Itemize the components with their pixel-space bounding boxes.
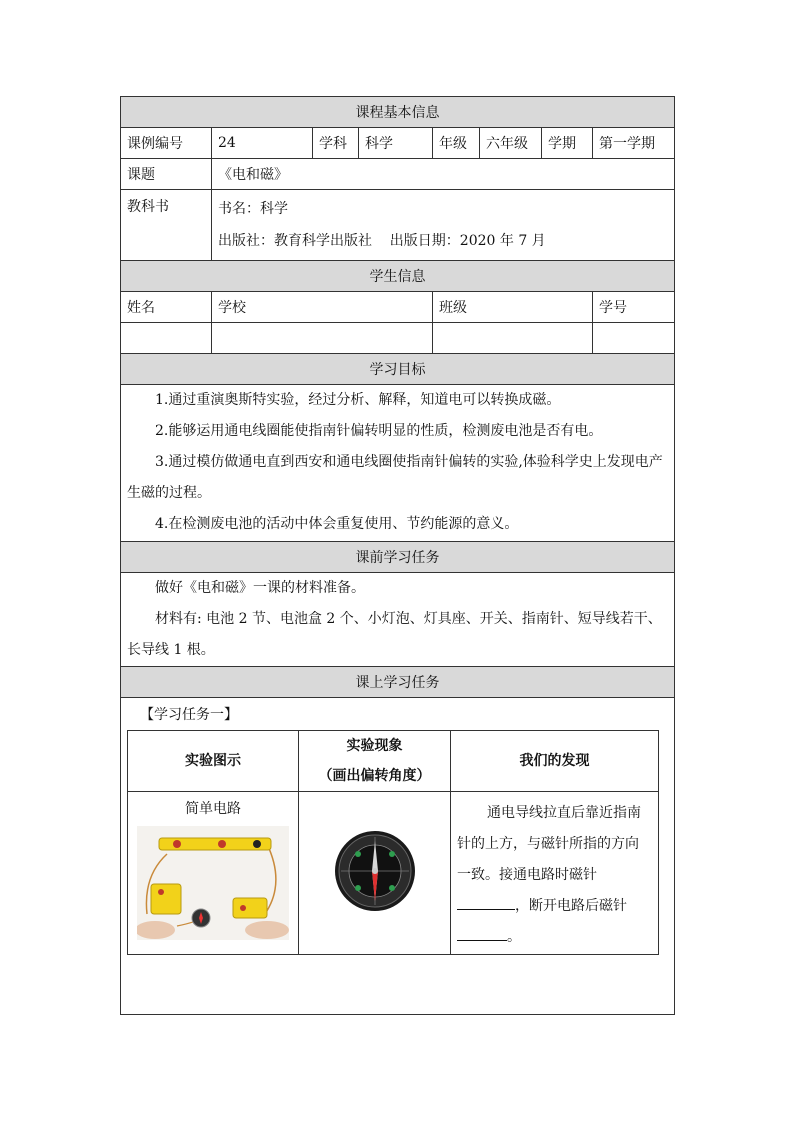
- class-task-header: 课上学习任务: [121, 667, 675, 698]
- answer-blank-2[interactable]: [457, 926, 507, 941]
- class-field[interactable]: [433, 323, 593, 354]
- textbook-label: 教科书: [121, 190, 212, 261]
- class-task-content: [121, 698, 675, 1015]
- subject-value: 科学: [359, 128, 433, 159]
- finding-text-c: 。: [507, 928, 521, 945]
- student-id-field[interactable]: [593, 323, 675, 354]
- phenomenon-cell[interactable]: [299, 792, 451, 955]
- class-label: 班级: [433, 292, 593, 323]
- finding-text-b: ，断开电路后磁针: [515, 897, 627, 914]
- answer-blank-1[interactable]: [457, 895, 515, 910]
- pre-task-item: 做好《电和磁》一课的材料准备。: [155, 580, 365, 596]
- grade-value: 六年级: [480, 128, 542, 159]
- pre-task-content: [121, 573, 675, 667]
- school-label: 学校: [212, 292, 433, 323]
- term-value: 第一学期: [593, 128, 675, 159]
- student-info-header: 学生信息: [121, 261, 675, 292]
- name-label: 姓名: [121, 292, 212, 323]
- goal-item: 3.通过模仿做通电直到西安和通电线圈使指南针偏转的实验,体验科学史上发现电产生磁的过程。: [127, 454, 663, 501]
- col-phenomenon-header: [299, 731, 451, 792]
- goals-content: [121, 385, 675, 542]
- goal-item: 4.在检测废电池的活动中体会重复使用、节约能源的意义。: [155, 516, 519, 532]
- grade-label: 年级: [433, 128, 480, 159]
- term-label: 学期: [542, 128, 593, 159]
- topic-label: 课题: [121, 159, 212, 190]
- pre-task-header: 课前学习任务: [121, 542, 675, 573]
- goal-item: 2.能够运用通电线圈能使指南针偏转明显的性质，检测废电池是否有电。: [155, 423, 603, 439]
- basic-info-header: 课程基本信息: [121, 97, 675, 128]
- school-field[interactable]: [212, 323, 433, 354]
- lesson-document: [120, 96, 674, 1015]
- publisher-line: 出版社：教育科学出版社 出版日期：2020 年 7 月: [218, 233, 546, 249]
- case-no-label: 课例编号: [121, 128, 212, 159]
- case-no-value: 24: [212, 128, 313, 159]
- diagram-cell: [128, 792, 299, 955]
- experiment-table: [127, 730, 659, 955]
- col-finding-header: 我们的发现: [451, 731, 659, 792]
- textbook-info: [212, 190, 675, 261]
- col-diagram-header: 实验图示: [128, 731, 299, 792]
- name-field[interactable]: [121, 323, 212, 354]
- phenomenon-title: 实验现象: [346, 738, 403, 754]
- phenomenon-subtitle: （画出偏转角度）: [318, 768, 431, 784]
- finding-cell: [451, 792, 659, 955]
- goals-header: 学习目标: [121, 354, 675, 385]
- pre-task-item: 材料有: 电池 2 节、电池盒 2 个、小灯泡、灯具座、开关、指南针、短导线若干、长导线 1 根。: [127, 611, 662, 658]
- book-name: 书名：科学: [218, 201, 288, 217]
- goal-item: 1.通过重演奥斯特实验，经过分析、解释，知道电可以转换成磁。: [155, 392, 561, 408]
- compass-icon: [333, 829, 417, 913]
- circuit-photo: [137, 826, 289, 940]
- circuit-label: 简单电路: [185, 801, 241, 817]
- lesson-table: [120, 96, 675, 1015]
- subject-label: 学科: [313, 128, 359, 159]
- task1-label: 【学习任务一】: [140, 707, 238, 723]
- student-id-label: 学号: [593, 292, 675, 323]
- topic-value: 《电和磁》: [212, 159, 675, 190]
- finding-text-a: 通电导线拉直后靠近指南针的上方，与磁针所指的方向一致。接通电路时磁针: [457, 804, 641, 883]
